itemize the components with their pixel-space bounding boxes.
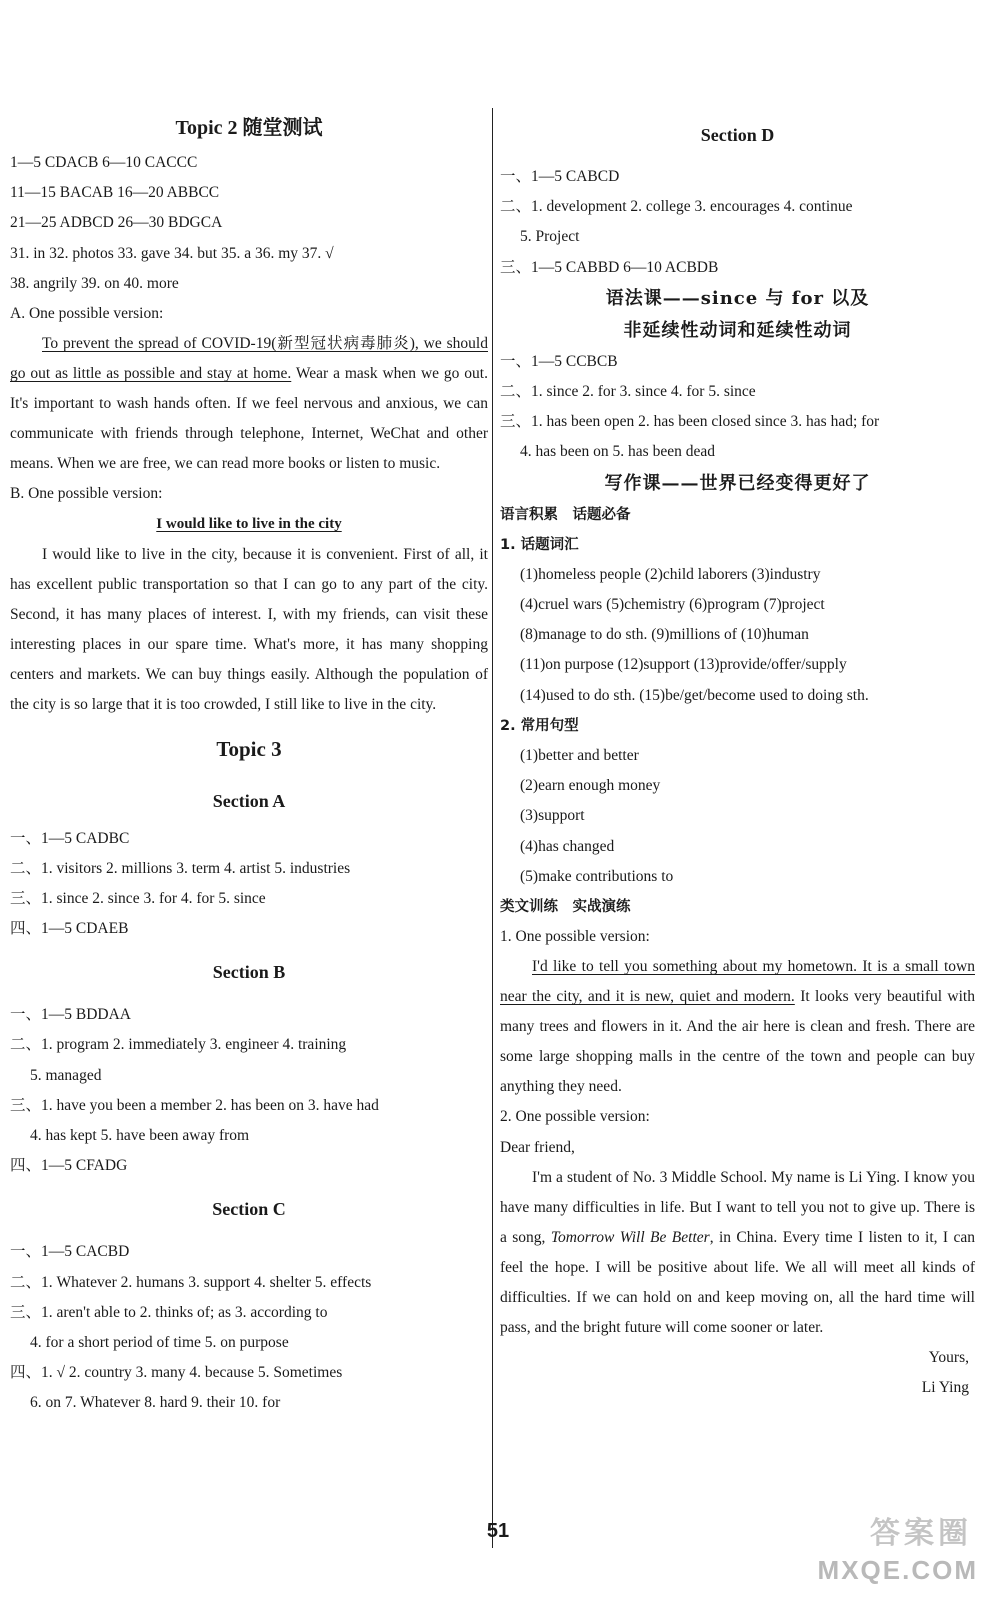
practice-heading: 类文训练 实战演练 — [500, 898, 631, 915]
letter-signature: Li Ying — [921, 1378, 969, 1396]
essay1-underlined: I'd like to tell you something about my hometown. It is a small town near the city, and it is new, quiet and modern. — [500, 958, 975, 1006]
answer-line: 4. has been on 5. has been dead — [520, 443, 715, 461]
grammar-title-line1: 语法课——since 与 for 以及 — [605, 287, 870, 309]
vocab-line: (4)cruel wars (5)chemistry (6)program (7)project — [520, 596, 825, 614]
answer-line: 31. in 32. photos 33. gave 34. but 35. a 36. my 37. √ — [10, 244, 334, 262]
answer-line: 二、1. since 2. for 3. since 4. for 5. since — [500, 382, 756, 400]
letter-greeting: Dear friend, — [500, 1138, 575, 1156]
topic3-title: Topic 3 — [216, 736, 282, 761]
vocab-heading: 1. 话题词汇 — [500, 536, 579, 553]
answer-line: 一、1—5 CCBCB — [500, 352, 618, 370]
answer-line: 三、1. has been open 2. has been closed since 3. has had; for — [500, 413, 880, 431]
answer-line: 二、1. Whatever 2. humans 3. support 4. shelter 5. effects — [10, 1273, 372, 1291]
answer-line: 4. has kept 5. have been away from — [30, 1127, 250, 1144]
grammar-title-line2: 非延续性动词和延续性动词 — [623, 319, 852, 341]
answer-line: 四、1—5 CFADG — [10, 1157, 128, 1175]
vocab-line: (1)homeless people (2)child laborers (3)industry — [520, 565, 821, 583]
answer-line: 二、1. development 2. college 3. encourages 4. continue — [500, 198, 853, 216]
letter-body-part2: , in China. Every time I listen to it, I can feel the hope. I will be positive about life. We all will meet all kinds of difficulties. If we can hold on and keep moving on, all the hard time will pass, and the bright future will come sooner or later. — [500, 1228, 975, 1336]
answer-line: 三、1. aren't able to 2. thinks of; as 3. according to — [10, 1303, 328, 1321]
sentence-heading: 2. 常用句型 — [500, 717, 579, 734]
section-a-title: Section A — [212, 790, 286, 811]
section-d-title: Section D — [700, 125, 775, 145]
version-b-text: I would like to live in the city, because it is convenient. First of all, it has excellent public transportation so that I can go to any part of the city. Second, it has many places of interest. I, with my friends, can visit these interesting places in our spare time. What's more, it has many shopping centers and markets. We can buy things easily. Although the population of the city is so large that it is too crowded, I still like to live in the city. — [10, 545, 488, 713]
right-column — [500, 108, 975, 1403]
left-column — [10, 108, 488, 1419]
topic2-title: Topic 2 随堂测试 — [175, 117, 323, 139]
essay1-text — [500, 952, 975, 1102]
version-a-label: A. One possible version: — [10, 304, 164, 322]
letter-closing: Yours, — [928, 1348, 969, 1366]
answer-line: 一、1—5 CABCD — [500, 168, 620, 185]
answer-line: 二、1. program 2. immediately 3. engineer 4. training — [10, 1036, 347, 1054]
answer-line: 4. for a short period of time 5. on purpose — [30, 1333, 289, 1351]
essay1-rest: It looks very beautiful with many trees and flowers in it. And the air here is clean and fresh. There are some large shopping malls in the centre of the town and people can buy anything they need. — [500, 988, 975, 1096]
writing-title: 写作课——世界已经变得更好了 — [604, 472, 871, 494]
answer-line: 三、1—5 CABBD 6—10 ACBDB — [500, 258, 719, 276]
version-a-underlined: To prevent the spread of COVID-19(新型冠状病毒肺炎), we should go out as little as possible and stay at home. — [10, 335, 488, 383]
vocab-line: (11)on purpose (12)support (13)provide/offer/supply — [520, 656, 847, 674]
answer-line: 6. on 7. Whatever 8. hard 9. their 10. for — [30, 1394, 281, 1412]
answer-line: 38. angrily 39. on 40. more — [10, 274, 179, 292]
song-title: Tomorrow Will Be Better — [550, 1228, 710, 1246]
page-number: 51 — [486, 1520, 510, 1542]
column-divider — [492, 108, 493, 1548]
answer-line: 11—15 BACAB 16—20 ABBCC — [10, 184, 220, 202]
letter-body-part1: I'm a student of No. 3 Middle School. My name is Li Ying. I know you have many difficulties in life. But I want to tell you not to give up. There is a song, — [500, 1168, 975, 1246]
answer-line: 5. Project — [520, 228, 580, 246]
answer-line: 1—5 CDACB 6—10 CACCC — [10, 154, 198, 171]
answer-line: 二、1. visitors 2. millions 3. term 4. artist 5. industries — [10, 859, 351, 877]
accumulation-heading: 语言积累 话题必备 — [500, 506, 631, 523]
letter-body — [500, 1163, 975, 1343]
sentence-line: (4)has changed — [520, 837, 615, 855]
answer-line: 四、1. √ 2. country 3. many 4. because 5. Sometimes — [10, 1364, 343, 1382]
sentence-line: (3)support — [520, 807, 585, 825]
answer-line: 三、1. since 2. since 3. for 4. for 5. since — [10, 889, 266, 907]
answer-line: 21—25 ADBCD 26—30 BDGCA — [10, 214, 223, 232]
topic2-answers — [10, 148, 488, 299]
answer-line: 一、1—5 CACBD — [10, 1243, 130, 1261]
answer-line: 一、1—5 BDDAA — [10, 1006, 131, 1024]
answer-line: 一、1—5 CADBC — [10, 829, 130, 847]
version-a-rest: Wear a mask when we go out. It's important to wash hands often. If we feel nervous and anxious, we can communicate with friends through telephone, Internet, WeChat and other means. When we are free, we can read more books or listen to music. — [10, 365, 488, 473]
answer-line: 三、1. have you been a member 2. has been on 3. have had — [10, 1096, 379, 1114]
sentence-line: (2)earn enough money — [520, 777, 661, 795]
answer-line: 四、1—5 CDAEB — [10, 920, 129, 938]
sentence-line: (5)make contributions to — [520, 867, 674, 885]
watermark-cn: 答案圈 — [870, 1516, 972, 1551]
vocab-line: (14)used to do sth. (15)be/get/become used to doing sth. — [520, 686, 869, 704]
version-b-title — [10, 509, 488, 539]
essay2-label: 2. One possible version: — [500, 1108, 650, 1126]
section-c-title: Section C — [212, 1199, 286, 1220]
section-b-title: Section B — [212, 962, 286, 983]
watermark: MXQE.COM — [817, 1555, 978, 1585]
version-b-label: B. One possible version: — [10, 485, 163, 503]
essay1-label: 1. One possible version: — [500, 928, 650, 946]
sentence-line: (1)better and better — [520, 747, 639, 764]
answer-line: 5. managed — [30, 1066, 102, 1084]
vocab-line: (8)manage to do sth. (9)millions of (10)human — [520, 626, 809, 644]
version-b-title-text: I would like to live in the city — [156, 516, 342, 533]
version-a-text — [10, 329, 488, 479]
